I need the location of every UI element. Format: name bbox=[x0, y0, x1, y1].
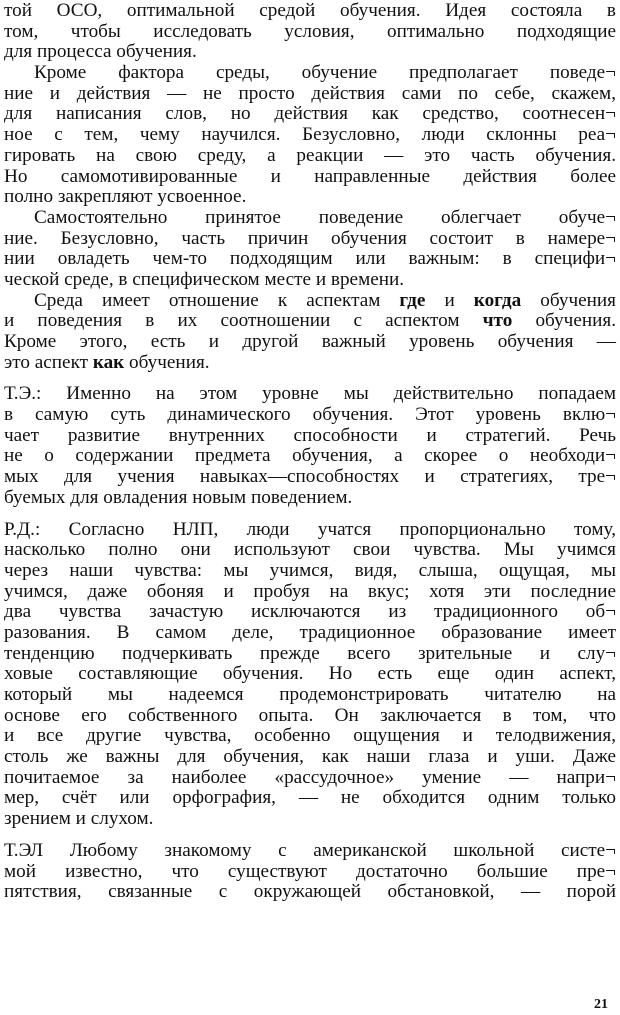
text-segment: и поведения в их соотношении с аспектом bbox=[4, 310, 460, 332]
text-line: ние. Безусловно, часть причин обучения состоит в намере¬ bbox=[4, 227, 616, 249]
page-number: 21 bbox=[594, 997, 608, 1012]
text-line: для процесса обучения. bbox=[4, 41, 197, 63]
paragraph-3 bbox=[4, 208, 616, 291]
text-line: через наши чувства: мы учимся, видя, слыша, ощущая, мы bbox=[4, 559, 616, 581]
text-line: той ОСО, оптимальной средой обучения. Идея состояла в bbox=[4, 0, 616, 21]
text-line: ние и действия — не просто действия сами по себе, скажем, bbox=[4, 82, 616, 104]
bold-word-how: как bbox=[92, 351, 125, 373]
text-line bbox=[4, 291, 616, 312]
text-line: основе его собственного опыта. Он заключается в том, что bbox=[4, 704, 616, 726]
text-segment: Среда имеет отношение к аспектам bbox=[34, 289, 381, 311]
text-line: Т.Э.: Именно на этом уровне мы действительно попадаем bbox=[4, 383, 616, 405]
text-line: зрением и слухом. bbox=[4, 808, 154, 830]
text-line: тенденцию подчеркивать прежде всего зрительные и слу¬ bbox=[4, 642, 616, 664]
text-line: нии овладеть чем-то подходящим или важным: в специфи¬ bbox=[4, 248, 616, 270]
text-segment: и bbox=[444, 289, 455, 311]
text-line: мых для учения навыках—способностях и стратегиях, тре¬ bbox=[4, 466, 616, 488]
text-line: пятствия, связанные с окружающей обстановкой, — порой bbox=[4, 881, 616, 903]
text-line: Кроме этого, есть и другой важный уровень обучения — bbox=[4, 331, 616, 352]
text-segment: обучения. bbox=[535, 310, 616, 332]
text-line: Кроме фактора среды, обучение предполагает поведе¬ bbox=[34, 62, 616, 84]
text-segment: обучения bbox=[540, 289, 617, 311]
text-line: насколько полно они используют свои чувства. Мы учимся bbox=[4, 539, 616, 561]
paragraph-4 bbox=[4, 291, 616, 374]
text-line bbox=[4, 311, 616, 332]
text-segment: это аспект bbox=[4, 351, 89, 373]
text-line: том, чтобы исследовать условия, оптимально подходящие bbox=[4, 20, 616, 42]
paragraph-gap bbox=[4, 509, 616, 520]
text-line: и все другие чувства, особенно ощущения и телодвижения, bbox=[4, 725, 616, 747]
text-line: буемых для овладения новым поведением. bbox=[4, 486, 353, 508]
text-line: столь же важны для обучения, как наши глаза и уши. Даже bbox=[4, 746, 616, 768]
paragraph-te-2 bbox=[4, 841, 616, 903]
text-line: учимся, даже обоняя и пробуя на вкус; хотя эти последние bbox=[4, 580, 616, 602]
text-line: полно закрепляют усвоенное. bbox=[4, 186, 247, 208]
text-line: мер, счёт или орфография, — не обходится одним только bbox=[4, 787, 616, 809]
text-line: ческой среде, в специфическом месте и времени. bbox=[4, 268, 405, 290]
text-line: Т.ЭЛ Любому знакомому с американской школьной систе¬ bbox=[4, 839, 616, 861]
text-line: Самостоятельно принятое поведение облегчает обуче¬ bbox=[34, 206, 616, 228]
text-line: Но самомотивированные и направленные действия более bbox=[4, 165, 616, 187]
text-line: мой известно, что существуют достаточно большие пре¬ bbox=[4, 860, 616, 882]
paragraph-1 bbox=[4, 1, 616, 63]
text-line: гировать на свою среду, а реакции — это часть обучения. bbox=[4, 144, 616, 166]
paragraph-te-1 bbox=[4, 384, 616, 508]
document-page bbox=[4, 0, 616, 903]
paragraph-2 bbox=[4, 63, 616, 208]
text-line: Р.Д.: Согласно НЛП, люди учатся пропорционально тому, bbox=[4, 518, 616, 540]
text-line: ховые составляющие обучения. Но есть еще один аспект, bbox=[4, 663, 616, 685]
text-line: который мы надеемся продемонстрировать читателю на bbox=[4, 684, 616, 705]
text-line: не о содержании предмета обучения, а скорее о необходи¬ bbox=[4, 445, 616, 467]
bold-word-what: что bbox=[482, 310, 513, 332]
bold-word-where: где bbox=[399, 289, 426, 311]
bold-word-when: когда bbox=[473, 289, 522, 311]
paragraph-rd bbox=[4, 520, 616, 830]
text-line: два чувства зачастую исключаются из традиционного об¬ bbox=[4, 601, 616, 623]
text-line: чает развитие внутренних способности и стратегий. Речь bbox=[4, 424, 616, 446]
text-line: разования. В самом деле, традиционное образование имеет bbox=[4, 621, 616, 643]
text-segment: обучения. bbox=[129, 351, 210, 373]
text-line: в самую суть динамического обучения. Этот уровень вклю¬ bbox=[4, 404, 616, 426]
text-line bbox=[4, 353, 616, 374]
text-line: почитаемое за наиболее «рассудочное» умение — напри¬ bbox=[4, 766, 616, 788]
text-line: ное с тем, чему научился. Безусловно, люди склонны реа¬ bbox=[4, 124, 616, 146]
text-line: для написания слов, но действия как средство, соотнесен¬ bbox=[4, 103, 616, 125]
